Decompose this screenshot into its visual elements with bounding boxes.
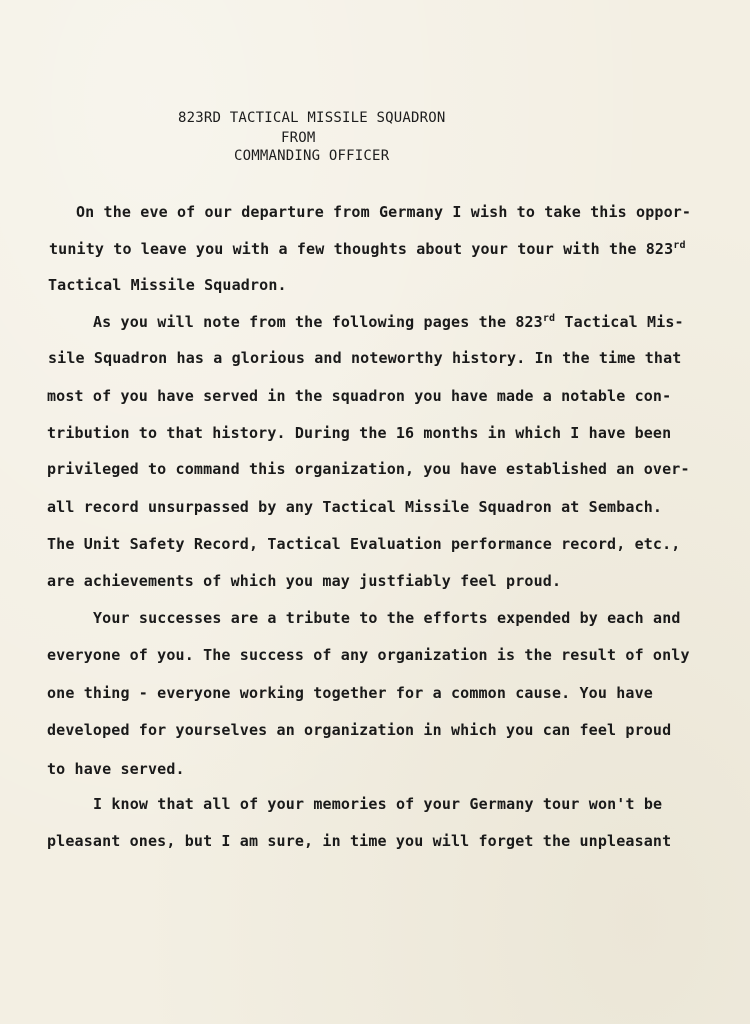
- letter-body-line: The Unit Safety Record, Tactical Evaluation performance record, etc.,: [47, 535, 681, 553]
- letter-body-line: tribution to that history. During the 16 months in which I have been: [47, 424, 672, 442]
- letter-body-line: On the eve of our departure from Germany I wish to take this oppor-: [76, 203, 692, 221]
- letter-body-line: developed for yourselves an organization in which you can feel proud: [47, 721, 672, 739]
- letter-body-line: one thing - everyone working together for a common cause. You have: [47, 684, 653, 702]
- letter-body-line: [93, 313, 684, 331]
- letter-body-line: Your successes are a tribute to the efforts expended by each and: [93, 609, 681, 627]
- letter-body-line: sile Squadron has a glorious and noteworthy history. In the time that: [48, 349, 682, 367]
- letter-body-line: all record unsurpassed by any Tactical Missile Squadron at Sembach.: [47, 498, 663, 516]
- letter-text: As you will note from the following pages the 823: [93, 313, 543, 331]
- letter-body-line: pleasant ones, but I am sure, in time you will forget the unpleasant: [47, 832, 672, 850]
- letter-body-line: Tactical Missile Squadron.: [48, 276, 287, 294]
- letter-body-line: are achievements of which you may justfiably feel proud.: [47, 572, 562, 590]
- letter-body-line: [49, 240, 686, 258]
- letter-body-line: I know that all of your memories of your Germany tour won't be: [93, 795, 663, 813]
- letter-text: tunity to leave you with a few thoughts about your tour with the 823: [49, 240, 674, 258]
- letter-body-line: most of you have served in the squadron you have made a notable con-: [47, 387, 672, 405]
- letter-text: Tactical Mis-: [555, 313, 684, 331]
- letter-heading-from: FROM: [281, 130, 316, 146]
- superscript-rd: rd: [673, 240, 686, 251]
- superscript-rd: rd: [542, 313, 556, 324]
- letter-body-line: privileged to command this organization, you have established an over-: [47, 460, 690, 478]
- letter-body-line: everyone of you. The success of any organization is the result of only: [47, 646, 690, 664]
- letter-body-line: to have served.: [47, 760, 185, 778]
- letter-heading-commanding-officer: COMMANDING OFFICER: [234, 148, 390, 164]
- letter-heading-squadron: 823RD TACTICAL MISSILE SQUADRON: [178, 110, 446, 126]
